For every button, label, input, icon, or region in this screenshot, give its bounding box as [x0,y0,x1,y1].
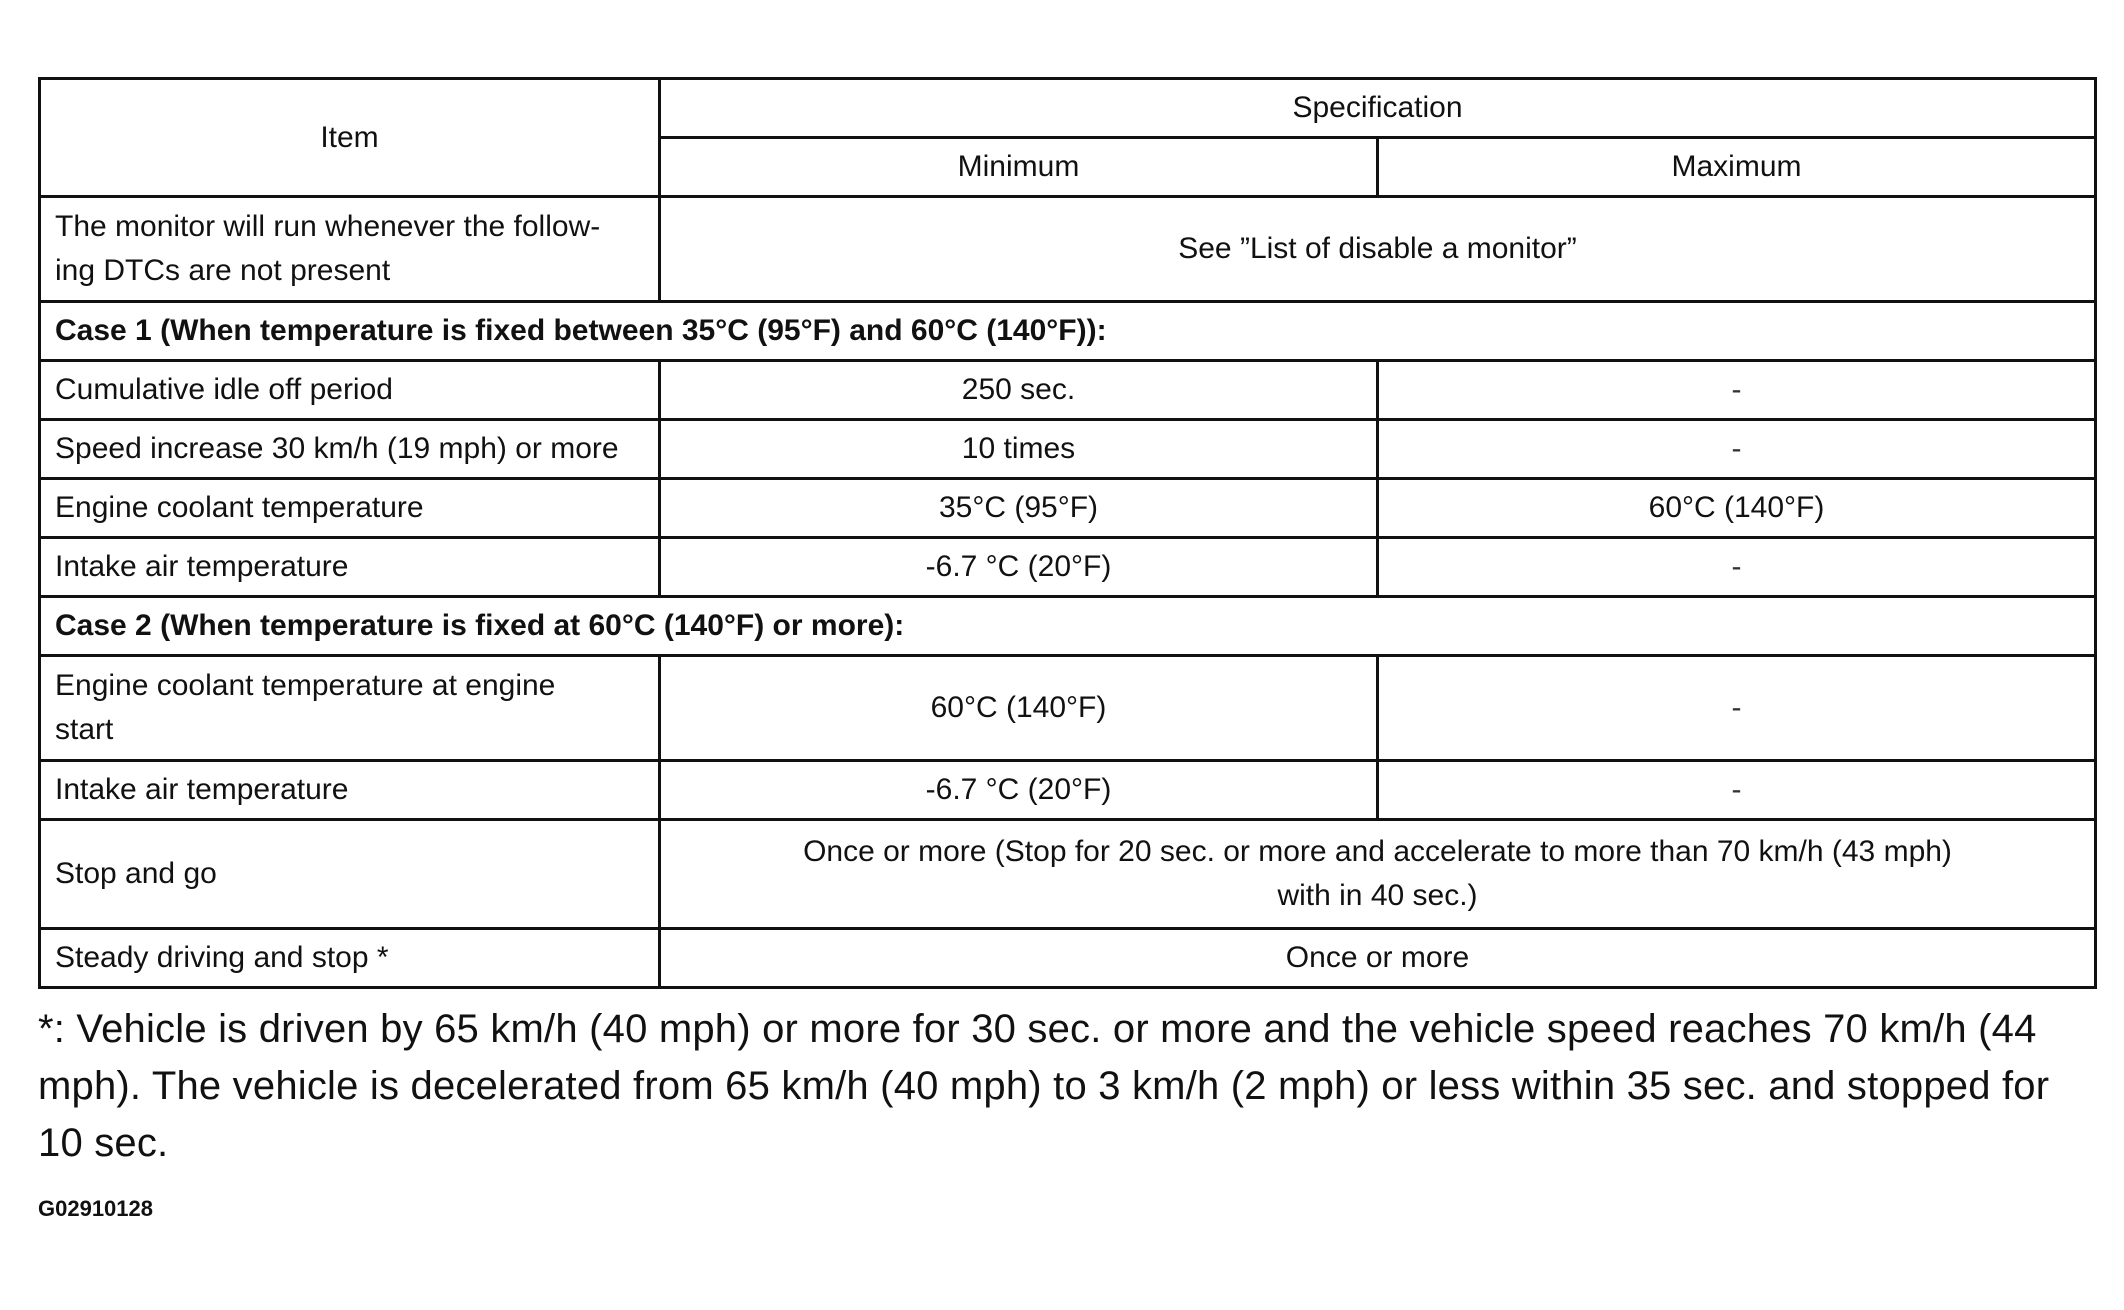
specification-table [38,77,2097,989]
row-min: 35°C (95°F) [660,479,1378,538]
dtc-item [40,197,660,302]
row-min: -6.7 °C (20°F) [660,761,1378,820]
case2-title: Case 2 (When temperature is fixed at 60°C (140°F) or more): [40,597,2096,656]
table-row [40,761,2096,820]
row-item: Speed increase 30 km/h (19 mph) or more [40,420,660,479]
stop-and-go-value [660,820,2096,929]
dtc-item-line2: ing DTCs are not present [55,254,391,287]
row-max: - [1378,361,2096,420]
header-item: Item [40,79,660,197]
footnote: *: Vehicle is driven by 65 km/h (40 mph) or more for 30 sec. or more and the vehicle speed reaches 70 km/h (44 mph). The vehicle is decelerated from 65 km/h (40 mph) to 3 km/h (2 mph) or less within 35 sec. and stopped for 10 sec. [38,1007,2050,1165]
steady-item: Steady driving and stop * [40,929,660,988]
header-minimum: Minimum [660,138,1378,197]
steady-row [40,929,2096,988]
dtc-row [40,197,2096,302]
row-item-line2: start [55,713,114,746]
row-max: - [1378,761,2096,820]
row-item [40,656,660,761]
stop-and-go-value-line2: with in 40 sec.) [1277,879,1478,912]
row-item: Intake air temperature [40,761,660,820]
steady-value: Once or more [660,929,2096,988]
header-maximum: Maximum [1378,138,2096,197]
document-page [38,77,2094,1222]
case1-title-row [40,302,2096,361]
row-min: 60°C (140°F) [660,656,1378,761]
header-specification: Specification [660,79,2096,138]
stop-and-go-row [40,820,2096,929]
table-row [40,479,2096,538]
stop-and-go-item: Stop and go [40,820,660,929]
row-min: -6.7 °C (20°F) [660,538,1378,597]
row-item: Cumulative idle off period [40,361,660,420]
row-max: - [1378,538,2096,597]
row-item: Intake air temperature [40,538,660,597]
row-max: - [1378,656,2096,761]
row-item-line1: Engine coolant temperature at engine [55,669,556,702]
row-item: Engine coolant temperature [40,479,660,538]
table-row [40,656,2096,761]
row-max: - [1378,420,2096,479]
table-row [40,538,2096,597]
figure-code: G02910128 [38,1196,153,1221]
row-min: 250 sec. [660,361,1378,420]
header-row-1 [40,79,2096,138]
dtc-item-line1: The monitor will run whenever the follow- [55,210,601,243]
row-max: 60°C (140°F) [1378,479,2096,538]
table-row [40,361,2096,420]
case1-title: Case 1 (When temperature is fixed between 35°C (95°F) and 60°C (140°F)): [40,302,2096,361]
table-row [40,420,2096,479]
dtc-value: See ”List of disable a monitor” [660,197,2096,302]
row-min: 10 times [660,420,1378,479]
case2-title-row [40,597,2096,656]
stop-and-go-value-line1: Once or more (Stop for 20 sec. or more and accelerate to more than 70 km/h (43 mph) [803,835,1952,868]
